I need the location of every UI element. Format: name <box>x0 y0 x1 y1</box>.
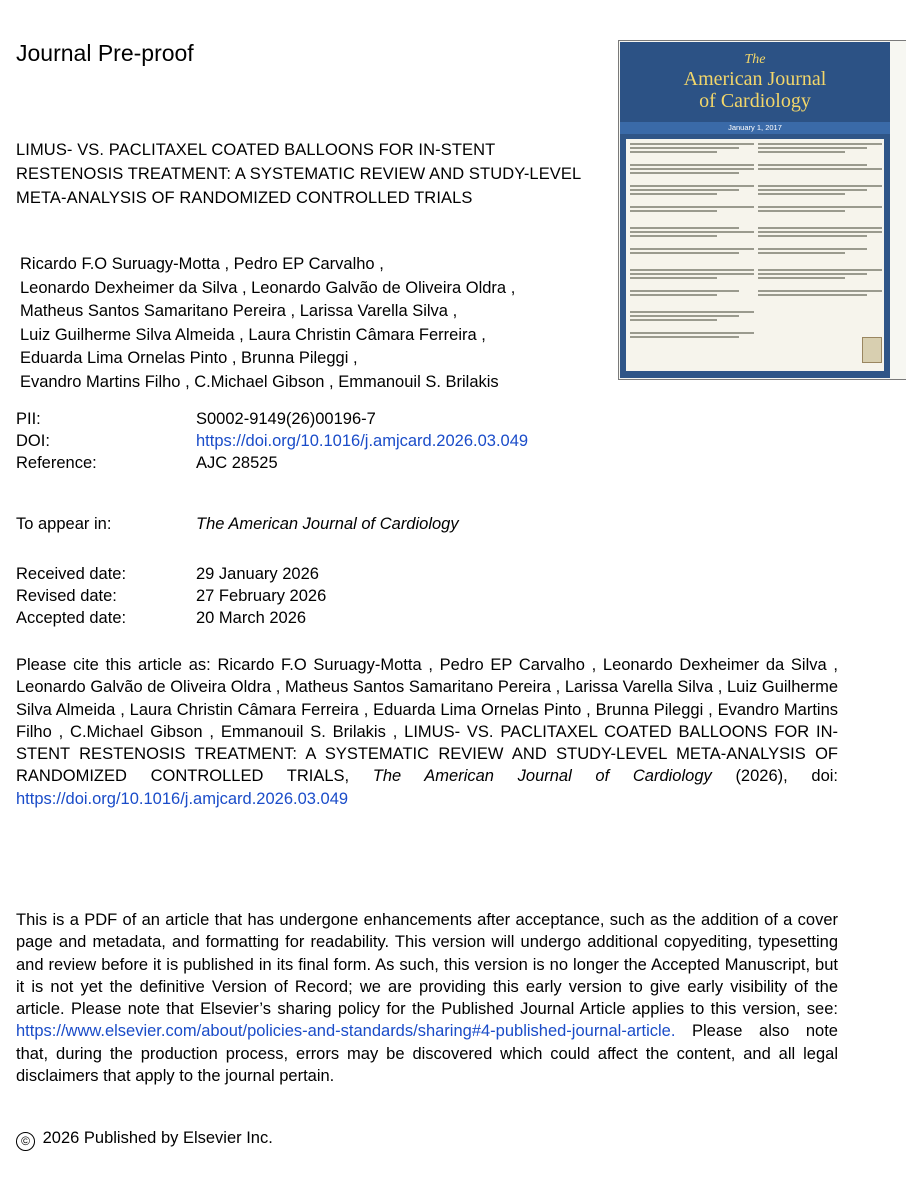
pre-proof-notice <box>16 909 838 1087</box>
author-line: Matheus Santos Samaritano Pereira , Larissa Varella Silva , <box>20 302 458 320</box>
notice-text: This is a PDF of an article that has undergone enhancements after acceptance, such as the addition of a cover page and metadata, and formatting for readability. This version will undergo additional copyediting, typesetting and review before it is published in its final form. As such, this version is no longer the Accepted Manuscript, but it is not yet the definitive Version of Record; we are providing this early version to give early visibility of the article. Please note that Elsevier’s sharing policy for the Published Journal Article applies to this version, see: <box>16 911 838 1019</box>
citation-paragraph <box>16 654 838 810</box>
notice-text-continued: Please also note that, during the production process, errors may be discovered which could affect the content, and all legal disclaimers that apply to the journal pertain. <box>16 1022 838 1086</box>
doi-link[interactable]: https://doi.org/10.1016/j.amjcard.2026.03.049 <box>196 432 529 450</box>
copyright-text: 2026 Published by Elsevier Inc. <box>42 1129 273 1147</box>
copyright-icon: © <box>16 1132 35 1151</box>
cover-title: The American Journal of Cardiology <box>683 52 827 112</box>
elsevier-sharing-policy-link[interactable]: https://www.elsevier.com/about/policies-and-standards/sharing#4-published-journal-article. <box>16 1022 676 1041</box>
cover-contents-panel <box>626 139 884 371</box>
cover-date: January 1, 2017 <box>728 123 782 132</box>
citation-journal: The American Journal of Cardiology <box>372 767 712 786</box>
author-line: Ricardo F.O Suruagy-Motta , Pedro EP Carvalho , <box>20 255 384 273</box>
accepted-date-label: Accepted date: <box>16 609 127 627</box>
journal-name: The American Journal of Cardiology <box>196 515 459 533</box>
journal-cover-image <box>618 40 906 380</box>
copyright-line <box>16 1129 273 1151</box>
reference-label: Reference: <box>16 454 97 472</box>
to-appear-label: To appear in: <box>16 515 112 533</box>
received-date-label: Received date: <box>16 565 127 583</box>
author-line: Eduarda Lima Ornelas Pinto , Brunna Pileggi , <box>20 349 358 367</box>
author-line: Luiz Guilherme Silva Almeida , Laura Christin Câmara Ferreira , <box>20 325 486 344</box>
accepted-date-value: 20 March 2026 <box>196 609 307 627</box>
reference-value: AJC 28525 <box>196 454 278 472</box>
author-line: Leonardo Dexheimer da Silva , Leonardo Galvão de Oliveira Oldra , <box>20 278 516 297</box>
revised-date-value: 27 February 2026 <box>196 587 327 605</box>
journal-pre-proof-label: Journal Pre-proof <box>16 40 194 66</box>
citation-doi-link[interactable]: https://doi.org/10.1016/j.amjcard.2026.03.049 <box>16 789 349 808</box>
citation-text: Please cite this article as: Ricardo F.O Suruagy-Motta , Pedro EP Carvalho , Leonardo Dexheimer da Silva , Leonardo Galvão de Oliveira Oldra , Matheus Santos Samaritano Pereira , Larissa Varella Silva , Luiz Guilherme Silva Almeida , Laura Christin Câmara Ferreira , Eduarda Lima Ornelas Pinto , Brunna Pileggi , Evandro Martins Filho , C.Michael Gibson , Emmanouil S. Brilakis , LIMUS- VS. PACLITAXEL COATED BALLOONS FOR IN-STENT RESTENOSIS TREATMENT: A SYSTEMATIC REVIEW AND STUDY-LEVEL META-ANALYSIS OF RANDOMIZED CONTROLLED TRIALS, <box>16 656 838 786</box>
author-list <box>20 253 600 394</box>
revised-date-label: Revised date: <box>16 587 117 605</box>
doi-label: DOI: <box>16 432 50 450</box>
pii-label: PII: <box>16 410 41 428</box>
elsevier-tree-logo <box>862 337 882 363</box>
pii-value: S0002-9149(26)00196-7 <box>196 410 376 428</box>
citation-suffix: (2026), doi: <box>735 767 838 786</box>
author-line: Evandro Martins Filho , C.Michael Gibson , Emmanouil S. Brilakis <box>20 372 499 391</box>
received-date-value: 29 January 2026 <box>196 565 319 583</box>
article-title: LIMUS- VS. PACLITAXEL COATED BALLOONS FOR IN-STENT RESTENOSIS TREATMENT: A SYSTEMATIC REVIEW AND STUDY-LEVEL META-ANALYSIS OF RANDOMIZED CONTROLLED TRIALS <box>16 141 581 207</box>
